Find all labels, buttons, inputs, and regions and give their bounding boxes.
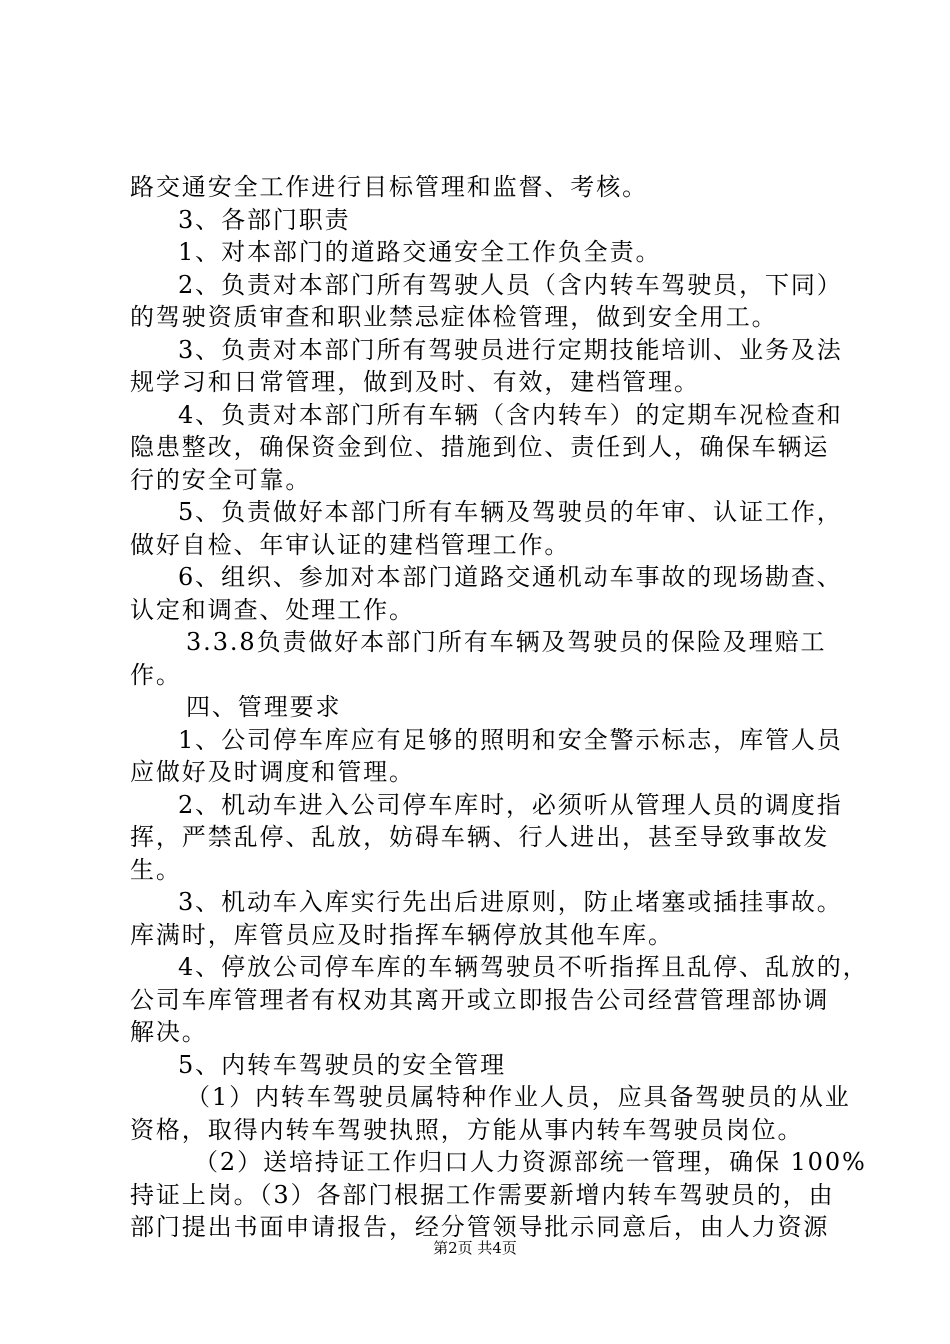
text-line: 规学习和日常管理，做到及时、有效，建档管理。 bbox=[130, 368, 700, 396]
text-line: 解决。 bbox=[130, 1018, 208, 1046]
text-line: 2、负责对本部门所有驾驶人员（含内转车驾驶员，下同） bbox=[178, 270, 843, 299]
text-line: 2、机动车进入公司停车库时，必须听从管理人员的调度指 bbox=[178, 790, 843, 819]
text-line: 4、停放公司停车库的车辆驾驶员不听指挥且乱停、乱放的， bbox=[178, 953, 869, 981]
text-line: 四、管理要求 bbox=[186, 693, 342, 721]
text-line: 6、组织、参加对本部门道路交通机动车事故的现场勘查、 bbox=[178, 563, 843, 591]
text-line: 作。 bbox=[130, 660, 182, 689]
page-footer bbox=[0, 1238, 950, 1258]
text-line: 的驾驶资质审查和职业禁忌症体检管理，做到安全用工。 bbox=[130, 303, 778, 331]
text-line: 1、公司停车库应有足够的照明和安全警示标志，库管人员 bbox=[178, 725, 843, 754]
text-line: 3、各部门职责 bbox=[178, 205, 351, 234]
text-line: 部门提出书面申请报告，经分管领导批示同意后，由人力资源 bbox=[130, 1213, 830, 1241]
text-line: 公司车库管理者有权劝其离开或立即报告公司经营管理部协调 bbox=[130, 985, 830, 1014]
document-body bbox=[130, 171, 869, 1244]
text-line: 5、内转车驾驶员的安全管理 bbox=[178, 1050, 506, 1079]
text-line: 挥，严禁乱停、乱放，妨碍车辆、行人进出，甚至导致事故发 bbox=[130, 823, 830, 851]
text-line: 隐患整改，确保资金到位、措施到位、责任到人，确保车辆运 bbox=[130, 433, 830, 461]
text-line: 3.3.8负责做好本部门所有车辆及驾驶员的保险及理赔工 bbox=[186, 628, 827, 656]
text-line: （1）内转车驾驶员属特种作业人员，应具备驾驶员的从业 bbox=[186, 1083, 851, 1111]
text-line: 生。 bbox=[130, 855, 182, 884]
text-line: 行的安全可靠。 bbox=[130, 465, 312, 494]
text-line: 路交通安全工作进行目标管理和监督、考核。 bbox=[130, 173, 648, 201]
text-line: 持证上岗。（3）各部门根据工作需要新增内转车驾驶员的，由 bbox=[130, 1180, 835, 1209]
text-line: 3、机动车入库实行先出后进原则，防止堵塞或插挂事故。 bbox=[178, 888, 843, 916]
text-line: 认定和调查、处理工作。 bbox=[130, 595, 415, 624]
text-line: 应做好及时调度和管理。 bbox=[130, 758, 415, 786]
page-number: 第2页 共4页 bbox=[433, 1239, 517, 1257]
text-line: 资格，取得内转车驾驶执照，方能从事内转车驾驶员岗位。 bbox=[130, 1115, 804, 1144]
text-line: 5、负责做好本部门所有车辆及驾驶员的年审、认证工作， bbox=[178, 498, 843, 526]
text-line: 库满时，库管员应及时指挥车辆停放其他车库。 bbox=[130, 920, 674, 949]
text-line: 1、对本部门的道路交通安全工作负全责。 bbox=[178, 238, 662, 266]
text-line: 4、负责对本部门所有车辆（含内转车）的定期车况检查和 bbox=[178, 400, 843, 429]
text-line: （2）送培持证工作归口人力资源部统一管理，确保 100% bbox=[194, 1148, 867, 1176]
text-line: 做好自检、年审认证的建档管理工作。 bbox=[130, 530, 571, 559]
text-line: 3、负责对本部门所有驾驶员进行定期技能培训、业务及法 bbox=[178, 335, 843, 364]
